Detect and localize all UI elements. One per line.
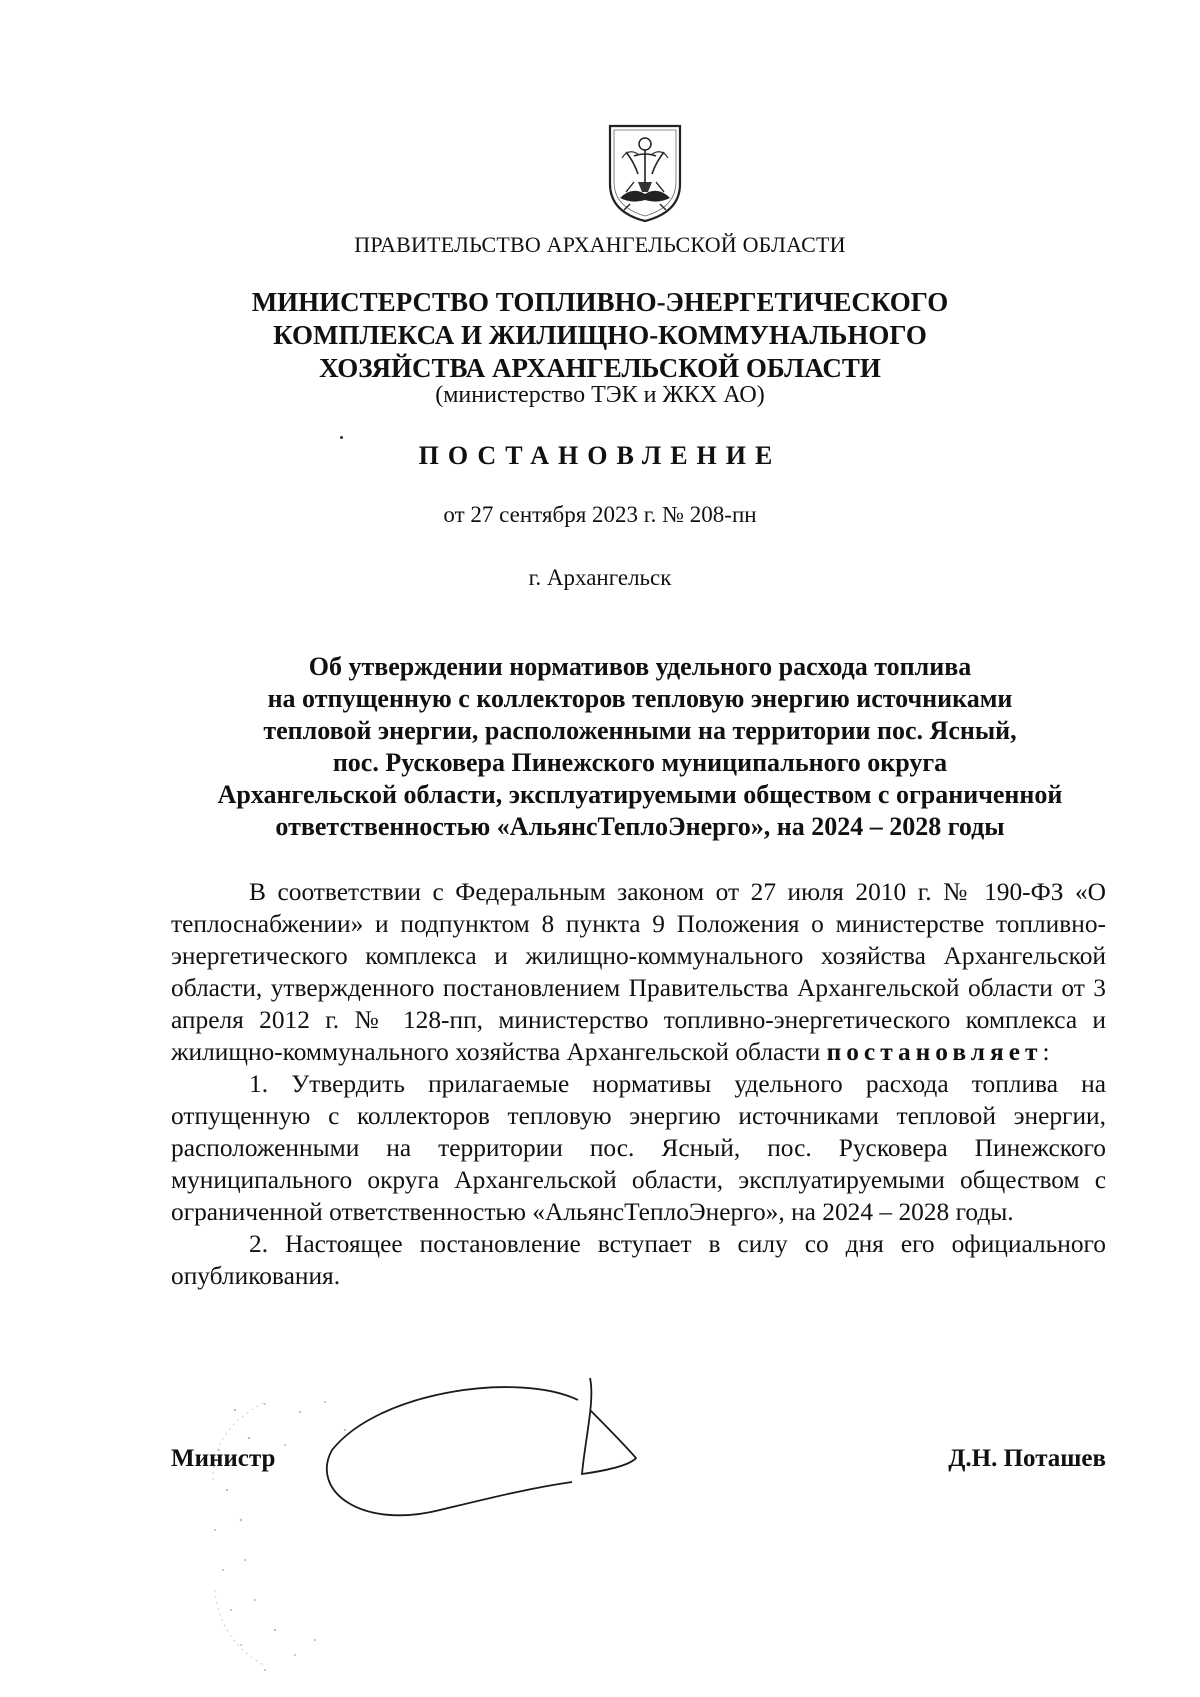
preamble-text: В соответствии с Федеральным законом от 27 июля 2010 г. № 190-ФЗ «О теплоснабжении» и подпунктом 8 пункта 9 Положения о министерстве топливно-энергетического комплекса и жилищно-коммунального хозяйства Архангельской области, утвержденного постановлением Правительства Архангельской области от 3 апреля 2012 г. № 128-пп, министерство топливно-энергетического комплекса и жилищно-коммунального хозяйства Архангельской области xyxy=(171,878,1106,1066)
item-2-paragraph: 2. Настоящее постановление вступает в силу со дня его официального опубликования. xyxy=(171,1230,1106,1290)
title-line: Архангельской области, эксплуатируемыми обществом с ограниченной xyxy=(217,780,1063,809)
title-line: на отпущенную с коллекторов тепловую энергию источниками xyxy=(267,684,1013,713)
title-line: тепловой энергии, расположенными на территории пос. Ясный, xyxy=(263,716,1017,745)
item-1-paragraph: 1. Утвердить прилагаемые нормативы удельного расхода топлива на отпущенную с коллекторов тепловую энергию источниками тепловой энергии, расположенными на территории пос. Ясный, пос. Русковера Пинежского муниципального округа Архангельской области, эксплуатируемыми обществом с ограниченной ответственностью «АльянсТеплоЭнерго», на 2024 – 2028 годы. xyxy=(171,1070,1106,1226)
document-body xyxy=(171,876,1106,1292)
signatory-name: Д.Н. Поташев xyxy=(948,1445,1106,1472)
document-title xyxy=(160,651,1120,843)
decree-colon: : xyxy=(1042,1038,1050,1066)
government-name: ПРАВИТЕЛЬСТВО АРХАНГЕЛЬСКОЙ ОБЛАСТИ xyxy=(354,232,846,257)
title-line: пос. Русковера Пинежского муниципального округа xyxy=(332,748,948,777)
preamble-paragraph xyxy=(171,876,1106,1068)
document-date-number: от 27 сентября 2023 г. № 208-пн xyxy=(443,502,757,527)
decree-word: постановляет xyxy=(826,1038,1043,1066)
title-line: Об утверждении нормативов удельного расхода топлива xyxy=(308,652,972,681)
ministry-line: ХОЗЯЙСТВА АРХАНГЕЛЬСКОЙ ОБЛАСТИ xyxy=(319,353,881,383)
ministry-line: МИНИСТЕРСТВО ТОПЛИВНО-ЭНЕРГЕТИЧЕСКОГО xyxy=(251,287,949,317)
ministry-name xyxy=(0,286,1200,385)
scan-speck xyxy=(340,436,343,439)
signatory-role: Министр xyxy=(171,1445,276,1472)
handwritten-signature-icon xyxy=(320,1370,740,1540)
title-line: ответственностью «АльянсТеплоЭнерго», на 2024 – 2028 годы xyxy=(275,812,1005,841)
document-type: ПОСТАНОВЛЕНИЕ xyxy=(418,441,782,470)
ministry-line: КОМПЛЕКСА И ЖИЛИЩНО-КОММУНАЛЬНОГО xyxy=(273,320,927,350)
ministry-abbreviation: (министерство ТЭК и ЖКХ АО) xyxy=(435,382,765,408)
coat-of-arms-icon xyxy=(604,122,686,224)
document-city: г. Архангельск xyxy=(528,565,672,590)
